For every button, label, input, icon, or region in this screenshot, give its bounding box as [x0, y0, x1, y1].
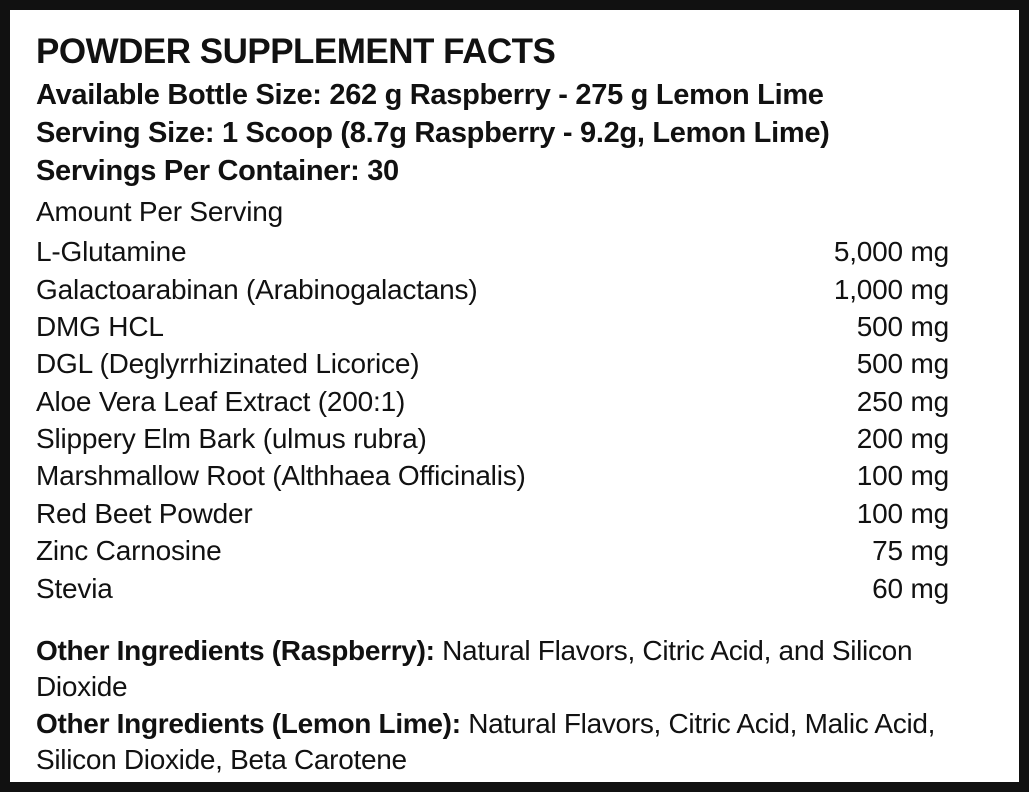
other-ingredients-lemon-lime: [36, 706, 993, 779]
ingredient-name: Galactoarabinan (Arabinogalactans): [36, 273, 478, 305]
page-title: POWDER SUPPLEMENT FACTS: [36, 32, 556, 71]
servings-per-container-line: Servings Per Container: 30: [36, 154, 399, 187]
ingredient-name: Zinc Carnosine: [36, 535, 222, 567]
section-spacer: [36, 607, 993, 633]
list-item: [36, 383, 993, 420]
serving-size-line: Serving Size: 1 Scoop (8.7g Raspberry - 9.2g, Lemon Lime): [36, 116, 830, 149]
ingredient-name: Aloe Vera Leaf Extract (200:1): [36, 385, 406, 417]
ingredient-name: L-Glutamine: [36, 236, 187, 268]
ingredient-name: DMG HCL: [36, 310, 164, 342]
amount-per-serving-label: Amount Per Serving: [36, 196, 283, 228]
ingredient-name: DGL (Deglyrrhizinated Licorice): [36, 348, 420, 380]
ingredient-amount: 75 mg: [872, 535, 949, 567]
ingredient-amount: 500 mg: [856, 310, 949, 342]
list-item: [36, 570, 993, 607]
ingredient-name: Stevia: [36, 572, 113, 604]
list-item: [36, 420, 993, 457]
ingredient-amount: 5,000 mg: [833, 236, 949, 268]
ingredient-amount: 500 mg: [856, 348, 949, 380]
other-ingredients-lemon-lime-value: Natural Flavors, Citric Acid, Malic Acid, Silicon Dioxide, Beta Carotene: [36, 707, 936, 776]
ingredient-name: Slippery Elm Bark (ulmus rubra): [36, 423, 427, 455]
list-item: [36, 233, 993, 270]
ingredient-amount: 100 mg: [856, 497, 949, 529]
ingredient-amount: 1,000 mg: [833, 273, 949, 305]
list-item: [36, 532, 993, 569]
other-ingredients-raspberry: [36, 633, 993, 706]
ingredient-amount: 250 mg: [856, 385, 949, 417]
list-item: [36, 271, 993, 308]
ingredient-amount: 60 mg: [872, 572, 949, 604]
ingredient-name: Red Beet Powder: [36, 497, 253, 529]
other-ingredients-raspberry-label: Other Ingredients (Raspberry):: [36, 634, 435, 666]
list-item: [36, 457, 993, 494]
ingredient-list: [36, 233, 993, 607]
other-ingredients-lemon-lime-label: Other Ingredients (Lemon Lime):: [36, 707, 461, 739]
supplement-facts-content: [36, 32, 993, 779]
ingredient-amount: 100 mg: [856, 460, 949, 492]
list-item: [36, 345, 993, 382]
ingredient-name: Marshmallow Root (Althhaea Officinalis): [36, 460, 526, 492]
list-item: [36, 495, 993, 532]
list-item: [36, 308, 993, 345]
bottle-size-line: Available Bottle Size: 262 g Raspberry - 275 g Lemon Lime: [36, 79, 824, 112]
other-ingredients-raspberry-value: Natural Flavors, Citric Acid, and Silicon Dioxide: [36, 634, 913, 703]
ingredient-amount: 200 mg: [856, 423, 949, 455]
